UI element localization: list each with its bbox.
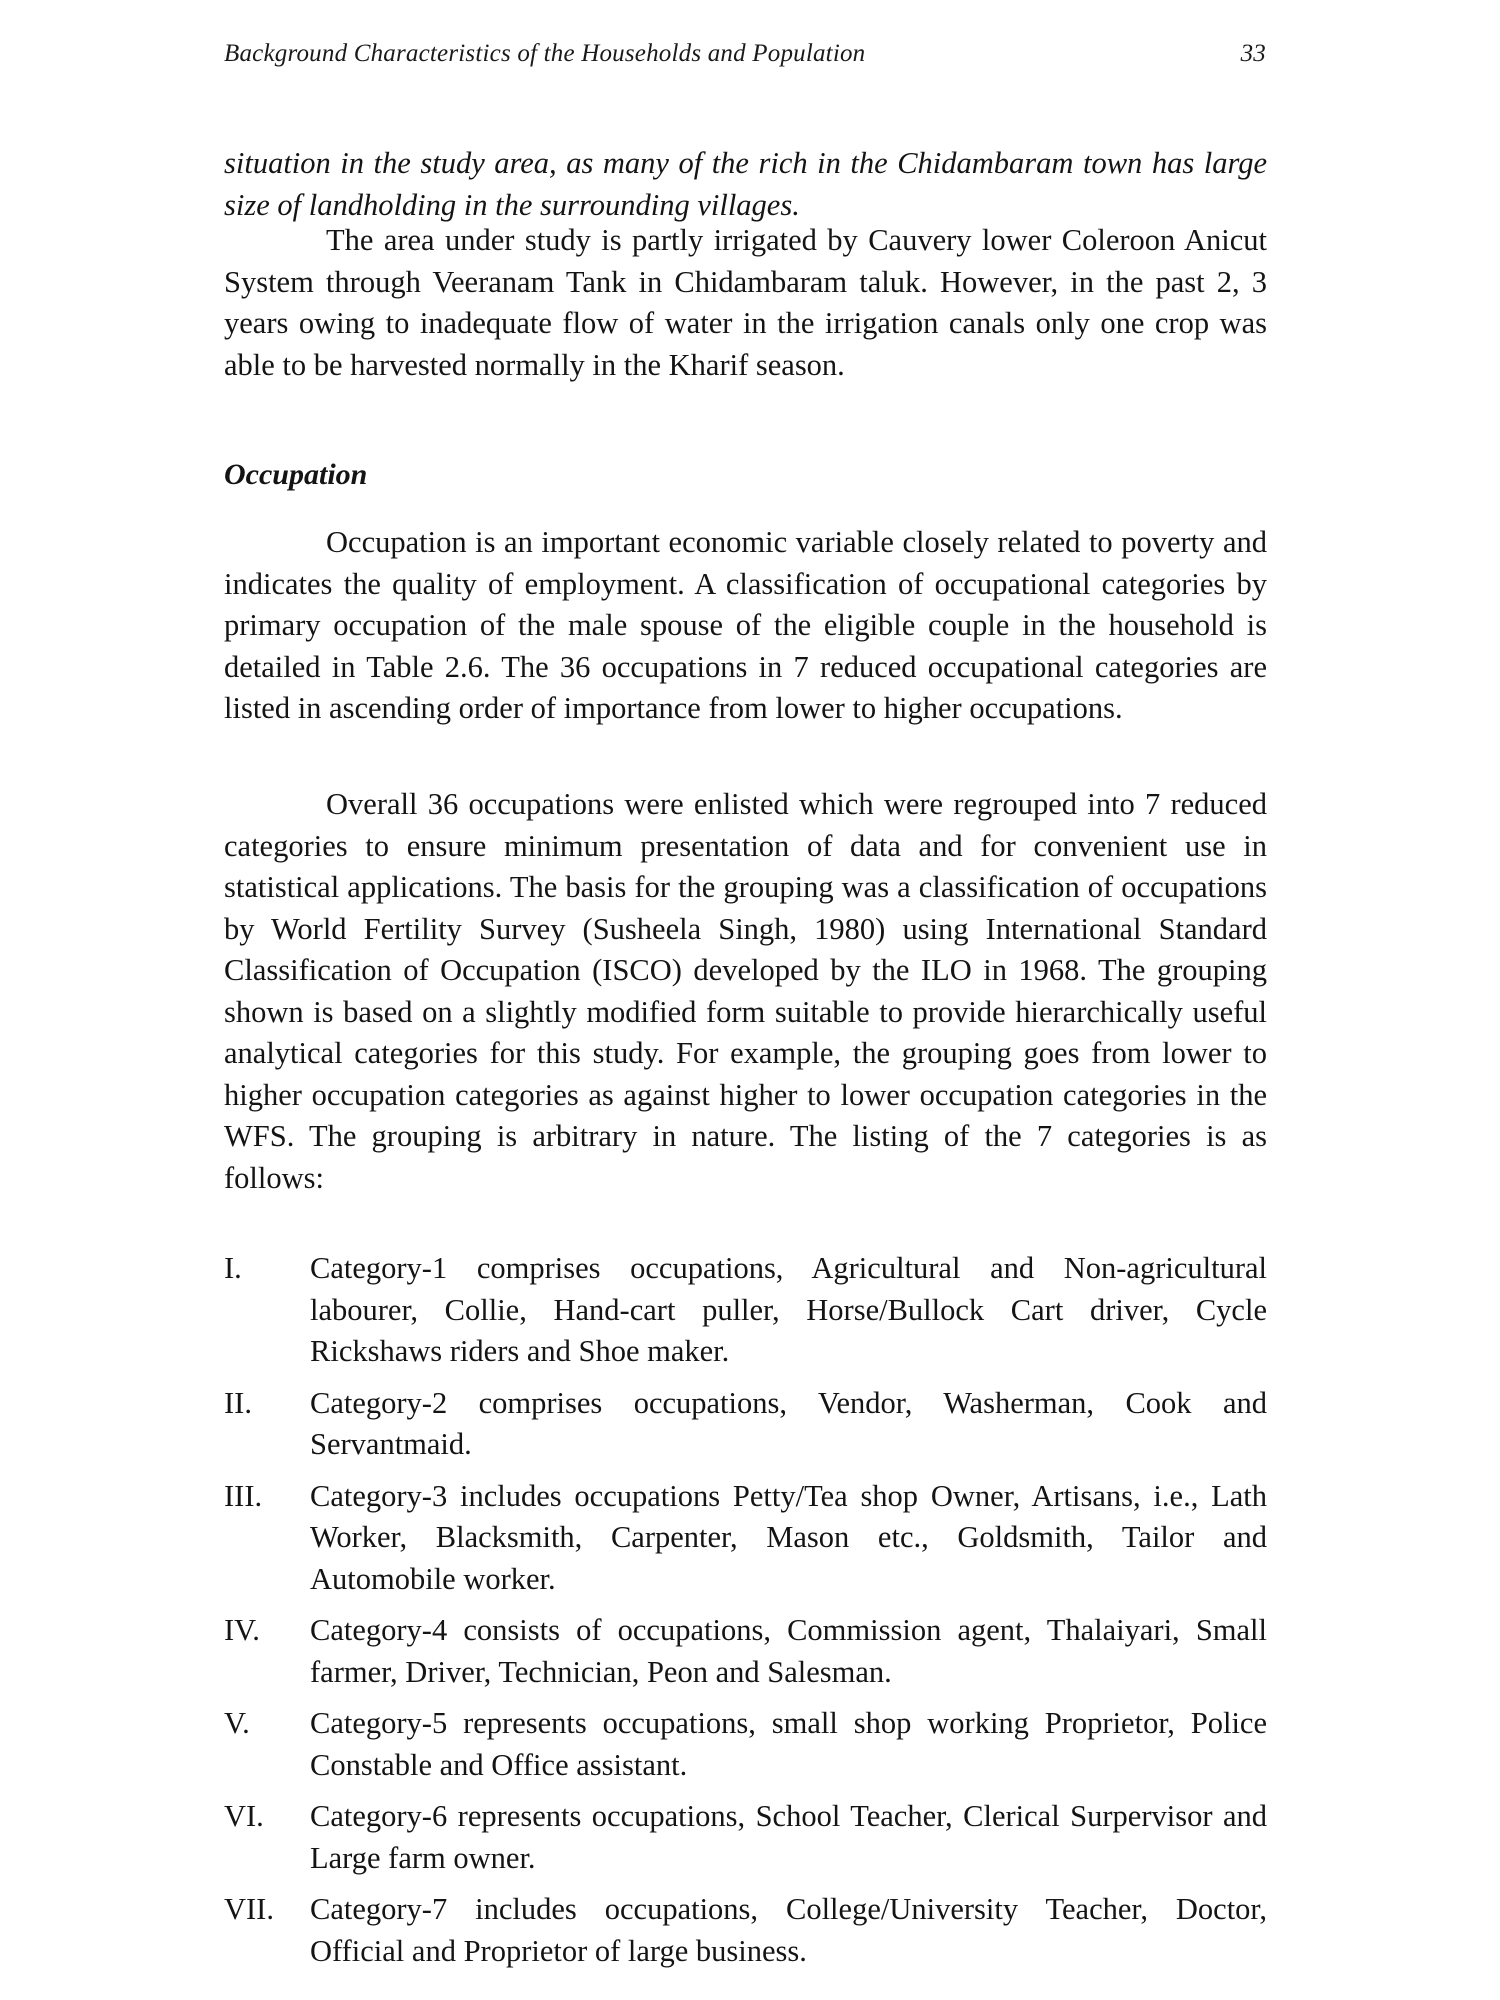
category-item-3: [224, 1476, 1267, 1601]
page-number: 33: [1240, 40, 1266, 67]
list-numeral: IV.: [224, 1613, 260, 1647]
category-item-4: [224, 1610, 1267, 1693]
category-description: Category-5 represents occupations, small shop working Proprietor, Police Constable and Office assistant.: [310, 1706, 1267, 1782]
continued-paragraph: situation in the study area, as many of the rich in the Chidambaram town has large size of landholding in the surrounding villages.: [224, 146, 1267, 222]
list-numeral: II.: [224, 1385, 252, 1420]
occupation-intro-paragraph: Occupation is an important economic variable closely related to poverty and indicates the quality of employment. A classification of occupational categories by primary occupation of the male spouse of the eligible couple in the household is detailed in Table 2.6. The 36 occupations in 7 reduced occupational categories are listed in ascending order of importance from lower to higher occupations.: [224, 525, 1267, 725]
list-numeral: III.: [224, 1478, 263, 1513]
list-numeral: V.: [224, 1706, 250, 1740]
category-item-7: [224, 1889, 1267, 1972]
category-description: Category-1 comprises occupations, Agricultural and Non-agricultural labourer, Collie, Hand-cart puller, Horse/Bullock Cart driver, Cycle Rickshaws riders and Shoe maker.: [310, 1251, 1267, 1368]
category-description: Category-7 includes occupations, College/University Teacher, Doctor, Official and Proprietor of large business.: [310, 1892, 1267, 1968]
running-header: [224, 40, 1266, 80]
irrigation-paragraph: The area under study is partly irrigated by Cauvery lower Coleroon Anicut System through Veeranam Tank in Chidambaram taluk. However, in the past 2, 3 years owing to inadequate flow of water in the irrigation canals only one crop was able to be harvested normally in the Kharif season.: [224, 223, 1267, 382]
running-title: Background Characteristics of the Households and Population: [224, 40, 866, 67]
category-item-1: [224, 1248, 1267, 1373]
occupation-grouping-paragraph: Overall 36 occupations were enlisted which were regrouped into 7 reduced categories to ensure minimum presentation of data and for convenient use in statistical applications. The basis for the grouping was a classification of occupations by World Fertility Survey (Susheela Singh, 1980) using International Standard Classification of Occupation (ISCO) developed by the ILO in 1968. The grouping shown is based on a slightly modified form suitable to provide hierarchically useful analytical categories for this study. For example, the grouping goes from lower to higher occupation categories as against higher to lower occupation categories in the WFS. The grouping is arbitrary in nature. The listing of the 7 categories is as follows:: [224, 787, 1267, 1195]
category-description: Category-2 comprises occupations, Vendor, Washerman, Cook and Servantmaid.: [310, 1385, 1267, 1461]
occupation-category-list: [224, 1248, 1267, 1982]
category-description: Category-4 consists of occupations, Commission agent, Thalaiyari, Small farmer, Driver, Technician, Peon and Salesman.: [310, 1613, 1267, 1689]
section-heading-occupation: Occupation: [224, 458, 368, 491]
category-item-5: [224, 1703, 1267, 1786]
category-item-6: [224, 1796, 1267, 1879]
category-item-2: [224, 1383, 1267, 1466]
category-description: Category-6 represents occupations, School Teacher, Clerical Surpervisor and Large farm owner.: [310, 1799, 1267, 1875]
category-description: Category-3 includes occupations Petty/Tea shop Owner, Artisans, i.e., Lath Worker, Blacksmith, Carpenter, Mason etc., Goldsmith, Tailor and Automobile worker.: [310, 1478, 1267, 1596]
list-numeral: I.: [224, 1251, 242, 1285]
list-numeral: VII.: [224, 1892, 274, 1926]
list-numeral: VI.: [224, 1799, 264, 1833]
